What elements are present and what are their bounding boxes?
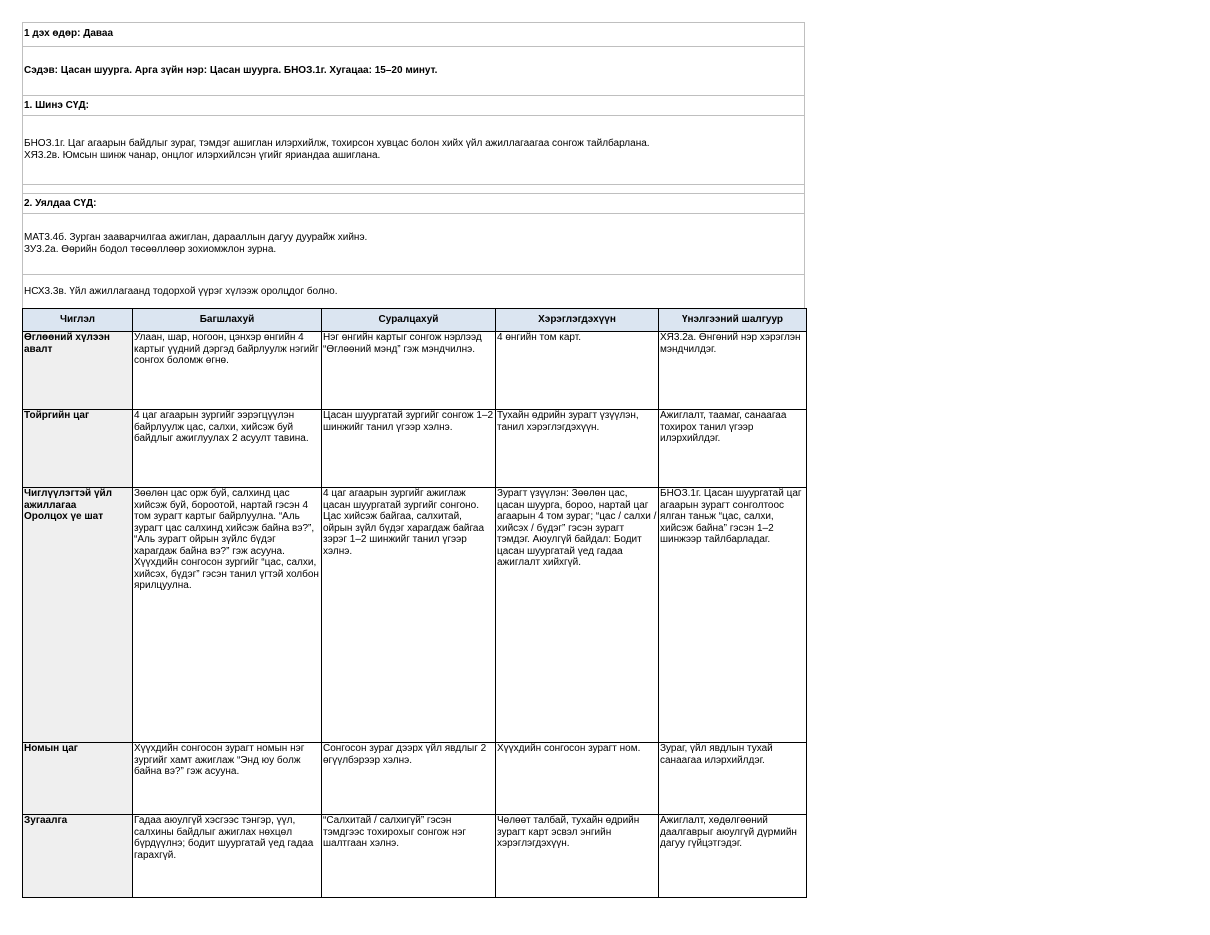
related-skills-heading-row bbox=[22, 193, 805, 214]
materials-cell: 4 өнгийн том карт. bbox=[496, 332, 659, 410]
table-row bbox=[23, 815, 807, 898]
topic-label: Сэдэв: Цасан шуурга. Арга зүйн нэр: Цасан шуурга. БНОЗ.1г. Хугацаа: 15–20 минут. bbox=[24, 65, 438, 76]
related-skill-line-1: МАТ3.4б. Зурган зааварчилгаа ажиглан, дарааллын дагуу дуурайж хийнэ. bbox=[24, 232, 368, 243]
teacher-cell: Улаан, шар, ногоон, цэнхэр өнгийн 4 картыг үүдний дэргэд байрлуулж нэгийг сонгох боломж өгнө. bbox=[133, 332, 322, 410]
materials-cell: Хүүхдийн сонгосон зурагт ном. bbox=[496, 743, 659, 815]
stage-cell: Зугаалга bbox=[23, 815, 133, 898]
related-skill-line-2: ЗУ3.2а. Өөрийн бодол төсөөллөөр зохиомжлон зурна. bbox=[24, 244, 277, 255]
header-materials: Хэрэглэгдэхүүн bbox=[496, 309, 659, 332]
teacher-cell: 4 цаг агаарын зургийг ээрэгцүүлэн байрлуулж цас, салхи, хийсэж буй байдлыг ажиглуулах 2 асуулт тавина. bbox=[133, 410, 322, 488]
header-criteria: Үнэлгээний шалгуур bbox=[659, 309, 807, 332]
table-row bbox=[23, 743, 807, 815]
learner-cell: Нэг өнгийн картыг сонгож нэрлээд “Өглөөний мэнд” гэж мэндчилнэ. bbox=[322, 332, 496, 410]
stage-cell: Тойргийн цаг bbox=[23, 410, 133, 488]
table-row bbox=[23, 332, 807, 410]
new-skill-line-1: БНОЗ.1г. Цаг агаарын байдлыг зураг, тэмдэг ашиглан илэрхийлж, тохирсон хувцас болон хийх үйл ажиллагаагаа сонгож тайлбарлана. bbox=[24, 138, 650, 149]
learner-cell: 4 цаг агаарын зургийг ажиглаж цасан шуургатай зургийг сонгоно. Цас хийсэж байгаа, салхитай, ойрын зүйл бүдэг харагдаж байгаа зэрэг 1–2 шинжийг танил үгээр хэлнэ. bbox=[322, 488, 496, 743]
stage-cell: Өглөөний хүлээн авалт bbox=[23, 332, 133, 410]
learner-cell: Сонгосон зураг дээрх үйл явдлыг 2 өгүүлбэрээр хэлнэ. bbox=[322, 743, 496, 815]
new-skills-heading: 1. Шинэ СҮД: bbox=[24, 100, 89, 111]
teacher-cell: Гадаа аюулгүй хэсгээс тэнгэр, үүл, салхины байдлыг ажиглах нөхцөл бүрдүүлнэ; бодит шуургатай үед гадаа гарахгүй. bbox=[133, 815, 322, 898]
table-row bbox=[23, 410, 807, 488]
criteria-cell: Ажиглалт, хөдөлгөөний даалгаврыг аюулгүй дүрмийн дагуу гүйцэтгэдэг. bbox=[659, 815, 807, 898]
new-skills-row bbox=[22, 115, 805, 185]
day-row bbox=[22, 22, 805, 47]
criteria-cell: Ажиглалт, таамаг, санаагаа тохирох танил үгээр илэрхийлдэг. bbox=[659, 410, 807, 488]
new-skill-line-2: ХЯ3.2в. Юмсын шинж чанар, онцлог илэрхийлсэн үгийг яриандаа ашиглана. bbox=[24, 150, 381, 161]
teacher-cell: Хүүхдийн сонгосон зурагт номын нэг зургийг хамт ажиглаж “Энд юу болж байна вэ?” гэж асууна. bbox=[133, 743, 322, 815]
header-teaching: Багшлахуй bbox=[133, 309, 322, 332]
header-learning: Суралцахуй bbox=[322, 309, 496, 332]
stage-cell: Чиглүүлэгтэй үйл ажиллагаа Оролцох үе шат bbox=[23, 488, 133, 743]
related-skills-heading: 2. Уялдаа СҮД: bbox=[24, 198, 97, 209]
lesson-table bbox=[22, 308, 807, 898]
related-skill-extra: НСХ3.3в. Үйл ажиллагаанд тодорхой үүрэг хүлээж оролцдог болно. bbox=[24, 286, 338, 297]
header-direction: Чиглэл bbox=[23, 309, 133, 332]
stage-cell: Номын цаг bbox=[23, 743, 133, 815]
criteria-cell: БНОЗ.1г. Цасан шуургатай цаг агаарын зурагт сонголтоос ялган таньж “цас, салхи, хийсэж байна” гэсэн 1–2 шинжээр тайлбарладаг. bbox=[659, 488, 807, 743]
day-label: 1 дэх өдөр: Даваа bbox=[24, 28, 114, 39]
materials-cell: Зурагт үзүүлэн: Зөөлөн цас, цасан шуурга, бороо, нартай цаг агаарын 4 том зураг; “цас / салхи / хийсэх / бүдэг” гэсэн зурагт тэмдэг. Аюулгүй байдал: Бодит цасан шуургатай үед гадаа ажиглалт хийхгүй. bbox=[496, 488, 659, 743]
related-skills-row bbox=[22, 213, 805, 275]
teacher-cell: Зөөлөн цас орж буй, салхинд цас хийсэж буй, бороотой, нартай гэсэн 4 том зурагт картыг байрлуулна. “Аль зурагт цас салхинд хийсэж байна вэ?”, “Аль зурагт ойрын зүйлс бүдэг харагдаж байна вэ?” гэж асууна. Хүүхдийн сонгосон зургийг “цас, салхи, хийсэх, бүдэг” гэсэн танил үгтэй холбон ярилцуулна. bbox=[133, 488, 322, 743]
learner-cell: Цасан шуургатай зургийг сонгож 1–2 шинжийг танил үгээр хэлнэ. bbox=[322, 410, 496, 488]
topic-row bbox=[22, 46, 805, 96]
table-row bbox=[23, 488, 807, 743]
materials-cell: Тухайн өдрийн зурагт үзүүлэн, танил хэрэглэгдэхүүн. bbox=[496, 410, 659, 488]
related-skills-extra-row bbox=[22, 274, 805, 309]
learner-cell: “Салхитай / салхигүй” гэсэн тэмдгээс тохирохыг сонгож нэг шалтгаан хэлнэ. bbox=[322, 815, 496, 898]
materials-cell: Чөлөөт талбай, тухайн өдрийн зурагт карт эсвэл энгийн хэрэглэгдэхүүн. bbox=[496, 815, 659, 898]
table-header-row bbox=[23, 309, 807, 332]
criteria-cell: ХЯ3.2а. Өнгөний нэр хэрэглэн мэндчилдэг. bbox=[659, 332, 807, 410]
new-skills-heading-row bbox=[22, 95, 805, 116]
criteria-cell: Зураг, үйл явдлын тухай санаагаа илэрхийлдэг. bbox=[659, 743, 807, 815]
